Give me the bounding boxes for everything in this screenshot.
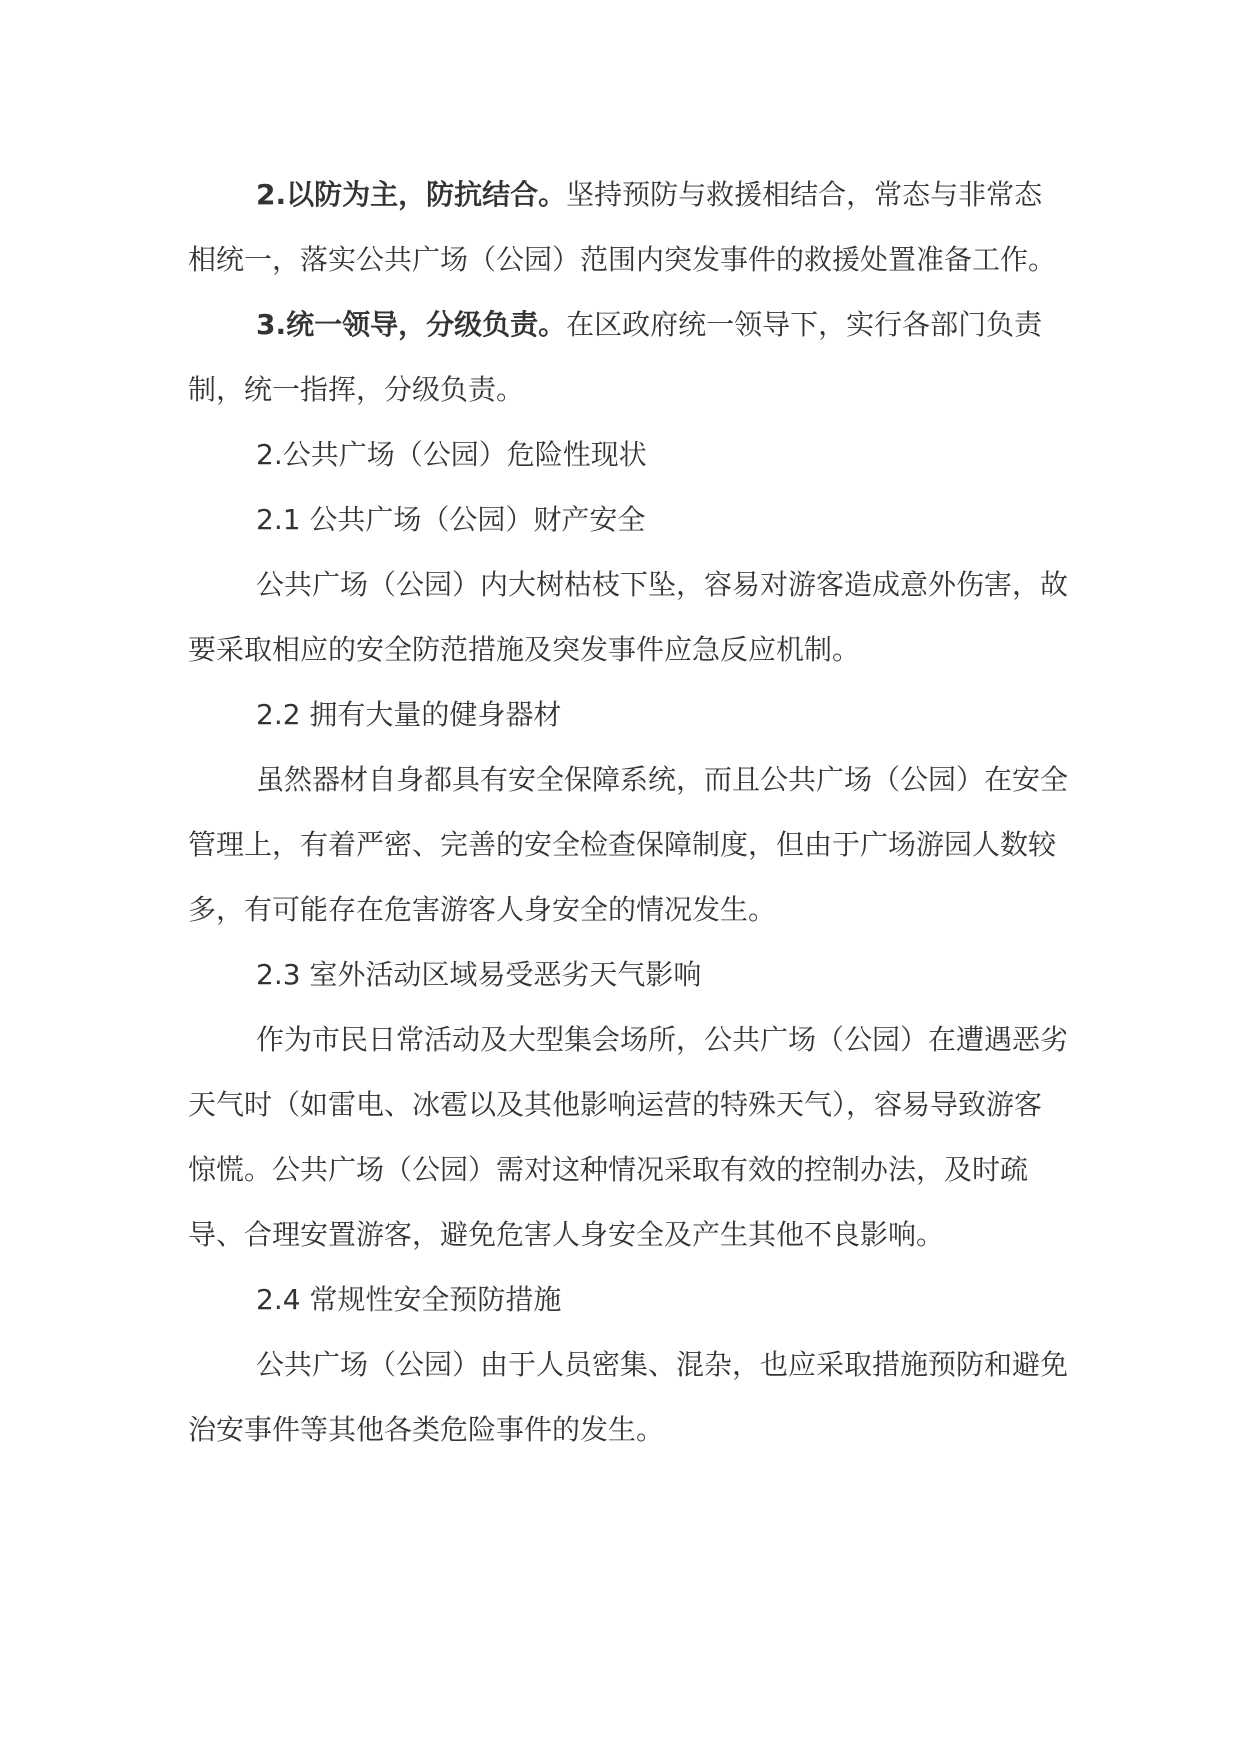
principle-prevention-paragraph xyxy=(188,162,1068,292)
principle-prevention-body: 坚持预防与救援相结合，常态与非常态相统一，落实公共广场（公园）范围内突发事件的救援处置准备工作。 xyxy=(188,178,1057,276)
subsection-heading-property-safety: 2.1 公共广场（公园）财产安全 xyxy=(256,503,646,536)
subsection-heading-fitness-equipment: 2.2 拥有大量的健身器材 xyxy=(256,698,562,731)
principle-leadership-paragraph xyxy=(188,292,1068,422)
prevention-measures-paragraph: 公共广场（公园）由于人员密集、混杂，也应采取措施预防和避免治安事件等其他各类危险事件的发生。 xyxy=(188,1348,1069,1446)
principle-leadership-heading: 3.统一领导，分级负责。 xyxy=(256,308,567,341)
weather-paragraph: 作为市民日常活动及大型集会场所，公共广场（公园）在遭遇恶劣天气时（如雷电、冰雹以及其他影响运营的特殊天气），容易导致游客惊慌。公共广场（公园）需对这种情况采取有效的控制办法，及时疏导、合理安置游客，避免危害人身安全及产生其他不良影响。 xyxy=(188,1023,1069,1251)
principle-leadership-body: 在区政府统一领导下，实行各部门负责制，统一指挥，分级负责。 xyxy=(188,308,1043,406)
principle-prevention-heading: 2.以防为主，防抗结合。 xyxy=(256,178,567,211)
subsection-heading-prevention-measures: 2.4 常规性安全预防措施 xyxy=(256,1283,562,1316)
fitness-equipment-paragraph: 虽然器材自身都具有安全保障系统，而且公共广场（公园）在安全管理上，有着严密、完善的安全检查保障制度，但由于广场游园人数较多，有可能存在危害游客人身安全的情况发生。 xyxy=(188,763,1069,926)
subsection-heading-weather: 2.3 室外活动区域易受恶劣天气影响 xyxy=(256,958,702,991)
section-heading-risk-status: 2.公共广场（公园）危险性现状 xyxy=(256,438,647,471)
property-safety-paragraph: 公共广场（公园）内大树枯枝下坠，容易对游客造成意外伤害，故要采取相应的安全防范措施及突发事件应急反应机制。 xyxy=(188,568,1069,666)
document-page xyxy=(188,162,1068,1462)
